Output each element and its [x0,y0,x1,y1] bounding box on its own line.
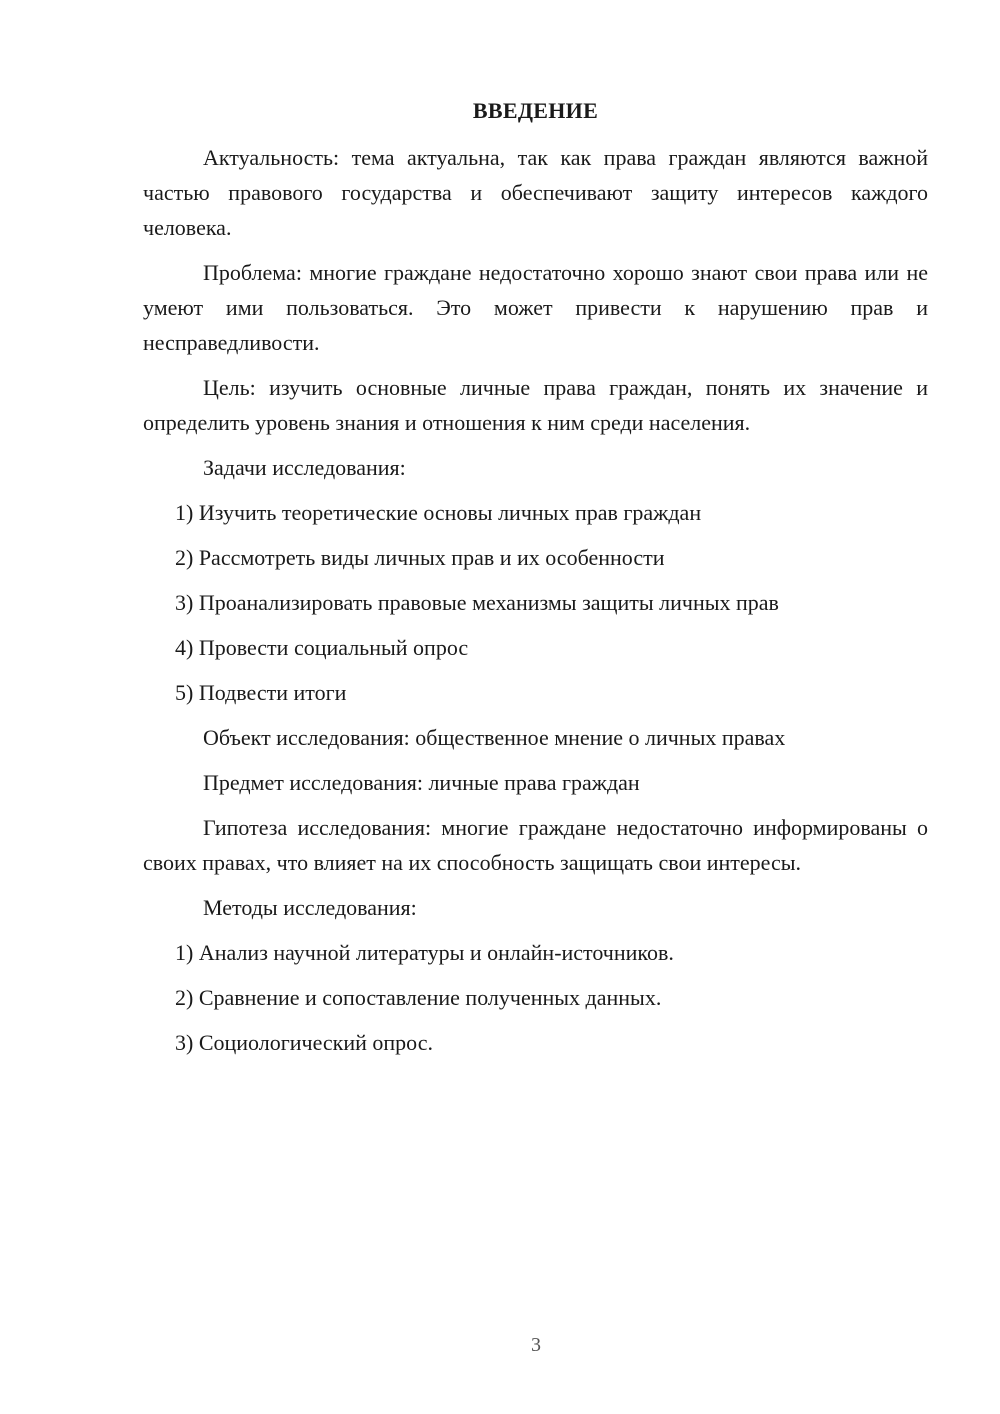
list-item: 2) Рассмотреть виды личных прав и их особенности [175,545,665,570]
research-subject: Предмет исследования: личные права граждан [203,770,640,795]
paragraph-problem: Проблема: многие граждане недостаточно хорошо знают свои права или не умеют ими пользоваться. Это может привести к нарушению прав и несправедливости. [143,260,928,355]
paragraph-hypothesis: Гипотеза исследования: многие граждане недостаточно информированы о своих правах, что влияет на их способность защищать свои интересы. [143,815,928,875]
paragraph-goal: Цель: изучить основные личные права граждан, понять их значение и определить уровень знания и отношения к ним среди населения. [143,375,928,435]
methods-title: Методы исследования: [203,895,417,920]
tasks-title: Задачи исследования: [203,455,406,480]
list-item: 3) Проанализировать правовые механизмы защиты личных прав [175,590,779,615]
list-item: 1) Анализ научной литературы и онлайн-источников. [175,940,674,965]
tasks-list [143,495,928,710]
methods-list [143,935,928,1060]
list-item: 1) Изучить теоретические основы личных прав граждан [175,500,702,525]
list-item: 5) Подвести итоги [175,680,347,705]
list-item: 2) Сравнение и сопоставление полученных данных. [175,985,662,1010]
section-heading: ВВЕДЕНИЕ [472,98,599,123]
list-item: 3) Социологический опрос. [175,1030,433,1055]
paragraph-relevance: Актуальность: тема актуальна, так как права граждан являются важной частью правового государства и обеспечивают защиту интересов каждого человека. [143,145,928,240]
page-number: 3 [531,1334,541,1356]
document-body [143,96,928,1070]
list-item: 4) Провести социальный опрос [175,635,469,660]
research-object: Объект исследования: общественное мнение о личных правах [203,725,786,750]
